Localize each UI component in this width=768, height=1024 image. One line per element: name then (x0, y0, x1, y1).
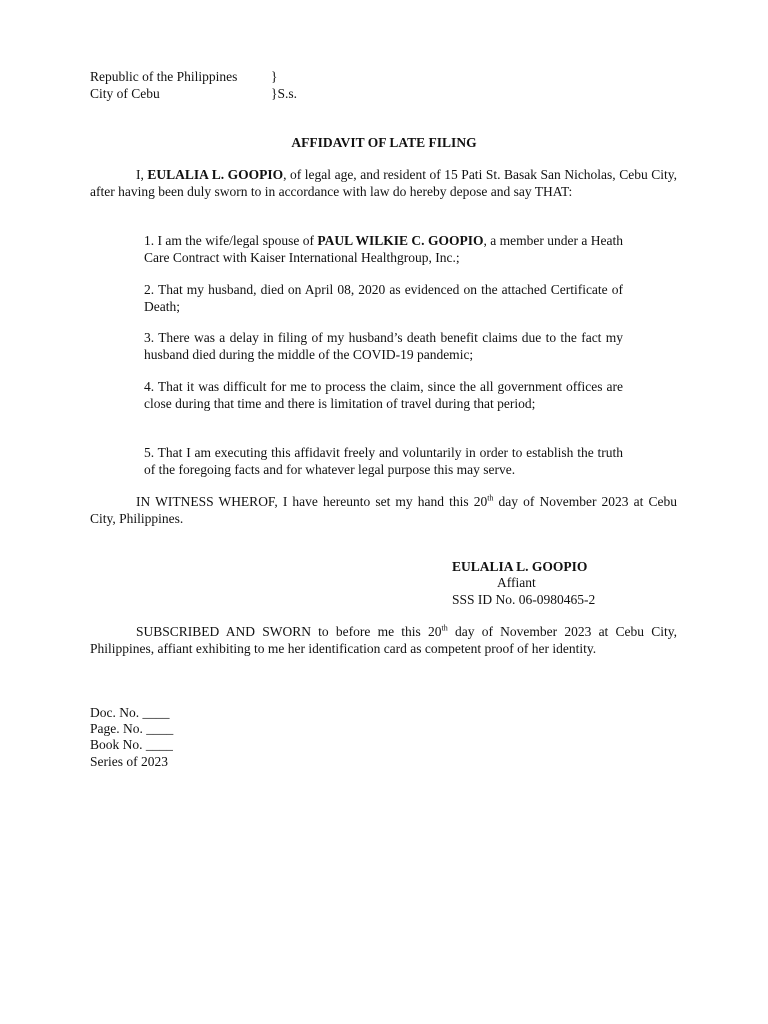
notary-doc-no: Doc. No. ____ (90, 705, 170, 720)
husband-name: PAUL WILKIE C. GOOPIO (317, 233, 484, 248)
notary-page-no: Page. No. ____ (90, 721, 174, 736)
header-brace-1: } (271, 69, 278, 84)
notary-series: Series of 2023 (90, 754, 168, 769)
header-line1-left: Republic of the Philippines (90, 69, 238, 84)
jurat-pre: SUBSCRIBED AND SWORN to before me this 20 (136, 624, 442, 639)
witness-ordinal: th (487, 493, 494, 503)
header-ss: }S.s. (271, 86, 297, 101)
header-city: City of Cebu (90, 86, 160, 101)
item-4: 4. That it was difficult for me to process the claim, since the all government offices are close during that time and there is limitation of travel during that period; (144, 379, 623, 411)
signature-role: Affiant (497, 575, 536, 590)
item-1-post: , a member under a Heath Care Contract with Kaiser International Healthgroup, Inc.; (144, 233, 623, 265)
jurat-ordinal: th (441, 623, 448, 633)
intro-pre: I, (136, 167, 148, 182)
witness-paragraph (90, 494, 677, 527)
item-5: 5. That I am executing this affidavit freely and voluntarily in order to establish the truth of the foregoing facts and for whatever legal purpose this may serve. (144, 445, 623, 477)
item-1-pre: 1. I am the wife/legal spouse of (144, 233, 318, 248)
header-republic (90, 69, 237, 86)
intro-post: , of legal age, and resident of 15 Pati St. Basak San Nicholas, Cebu City, after having been duly sworn to in accordance with law do hereby depose and say THAT: (90, 167, 677, 199)
jurat-post: day of November 2023 at Cebu City, Philippines, affiant exhibiting to me her identification card as competent proof of her identity. (90, 624, 677, 656)
document-title: AFFIDAVIT OF LATE FILING (291, 135, 477, 150)
signature-id: SSS ID No. 06-0980465-2 (452, 592, 596, 607)
affiant-name-inline: EULALIA L. GOOPIO (147, 167, 284, 182)
witness-post: day of November 2023 at Cebu City, Philippines. (90, 494, 677, 526)
item-1 (144, 233, 623, 266)
item-2: 2. That my husband, died on April 08, 2020 as evidenced on the attached Certificate of Death; (144, 282, 623, 314)
intro-paragraph (90, 167, 677, 200)
witness-pre: IN WITNESS WHEROF, I have hereunto set my hand this 20 (136, 494, 488, 509)
notary-book-no: Book No. ____ (90, 737, 173, 752)
item-3: 3. There was a delay in filing of my husband’s death benefit claims due to the fact my husband died during the middle of the COVID-19 pandemic; (144, 330, 623, 362)
signature-name: EULALIA L. GOOPIO (452, 559, 588, 574)
jurat-paragraph (90, 624, 677, 657)
